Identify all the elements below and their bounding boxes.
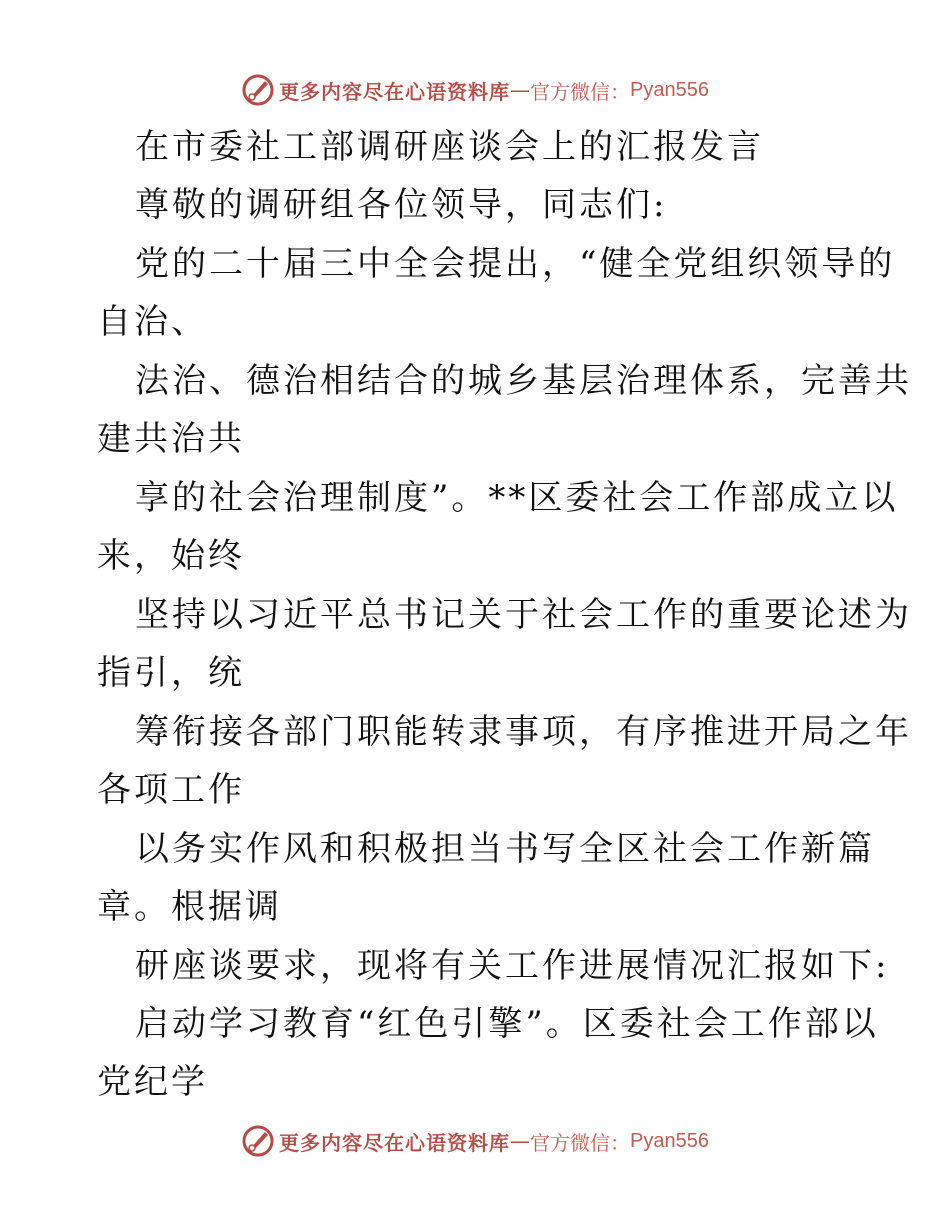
body-line: 党纪学: [97, 1062, 208, 1102]
document-title: 在市委社工部调研座谈会上的汇报发言: [135, 127, 764, 167]
watermark-dash: —: [510, 78, 531, 102]
quill-seal-icon: [241, 73, 275, 107]
watermark-text: 更多内容尽在心语资料库: [279, 79, 511, 104]
body-line: 享的社会治理制度”。**区委社会工作部成立以: [135, 478, 899, 518]
body-line: 研座谈要求，现将有关工作进展情况汇报如下:: [135, 946, 890, 986]
body-line: 自治、: [97, 302, 208, 342]
body-line: 以务实作风和积极担当书写全区社会工作新篇: [135, 829, 875, 869]
salutation-line: 尊敬的调研组各位领导，同志们:: [135, 185, 668, 225]
body-line: 坚持以习近平总书记关于社会工作的重要论述为: [135, 595, 912, 635]
body-line: 来，始终: [97, 536, 245, 576]
body-line: 各项工作: [97, 770, 245, 810]
watermark-wechat-label: 官方微信：: [530, 1130, 631, 1155]
watermark-wechat-id: Pyan556: [630, 1129, 709, 1152]
body-line: 建共治共: [97, 419, 245, 459]
body-line: 党的二十届三中全会提出，“健全党组织领导的: [135, 244, 896, 284]
watermark-text: 更多内容尽在心语资料库: [279, 1130, 511, 1155]
watermark-banner-top: [0, 70, 950, 110]
body-line: 章。根据调: [97, 887, 282, 927]
body-line: 法治、德治相结合的城乡基层治理体系，完善共: [135, 361, 912, 401]
watermark-banner-bottom: [0, 1121, 950, 1161]
watermark-wechat-id: Pyan556: [630, 78, 709, 101]
body-line: 启动学习教育“红色引擎”。区委社会工作部以: [135, 1004, 879, 1044]
watermark-wechat-label: 官方微信：: [530, 79, 631, 104]
body-line: 筹衔接各部门职能转隶事项，有序推进开局之年: [135, 712, 912, 752]
watermark-dash: —: [510, 1129, 531, 1153]
body-line: 指引，统: [97, 653, 245, 693]
quill-seal-icon: [241, 1124, 275, 1158]
